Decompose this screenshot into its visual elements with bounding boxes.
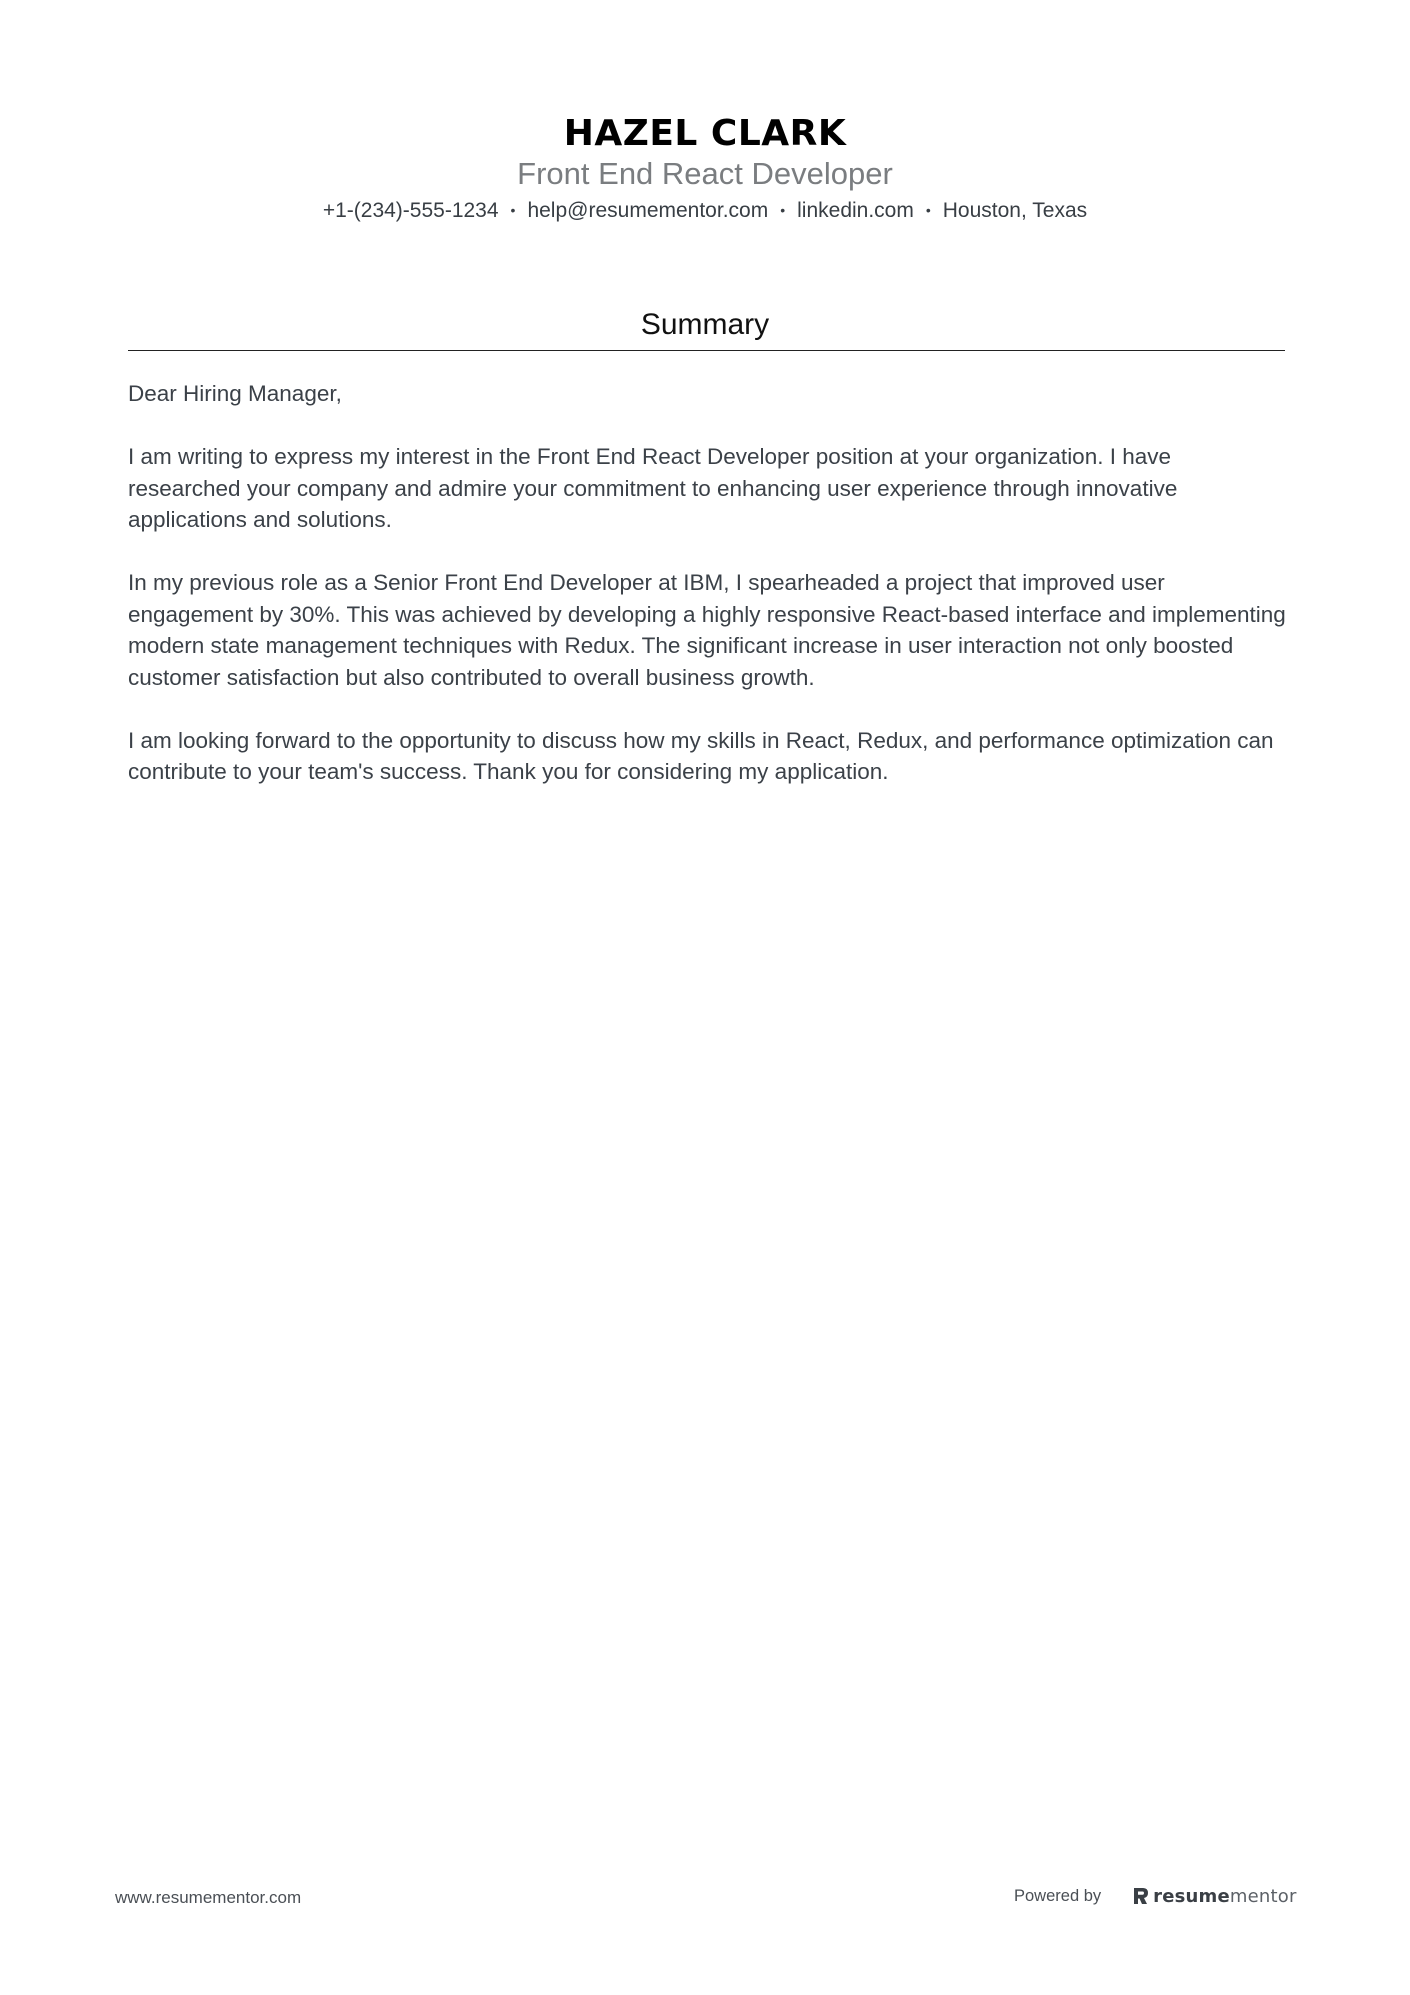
contact-separator: • xyxy=(780,202,786,218)
section-title-summary: Summary xyxy=(640,308,770,341)
contact-phone: +1-(234)-555-1234 xyxy=(322,199,499,222)
letter-paragraph: I am writing to express my interest in the Front End React Developer position at your organization. I have researched your company and admire your commitment to enhancing user experience through innovative applications and solutions. xyxy=(128,444,1178,532)
logo-wordmark-bold: resume xyxy=(1153,1885,1230,1907)
contact-email[interactable]: help@resumementor.com xyxy=(527,199,769,222)
candidate-name: HAZEL CLARK xyxy=(563,113,847,154)
letter-paragraph: I am looking forward to the opportunity to discuss how my skills in React, Redux, and performance optimization can contribute to your team's success. Thank you for considering my application. xyxy=(128,727,1274,784)
logo-wordmark-light: mentor xyxy=(1229,1885,1297,1907)
logo-wordmark xyxy=(1153,1886,1296,1907)
contact-separator: • xyxy=(510,202,516,218)
footer-branding xyxy=(1014,1884,1297,1908)
letter-body xyxy=(128,378,1288,819)
letter-paragraph: In my previous role as a Senior Front End Developer at IBM, I spearheaded a project that improved user engagement by 30%. This was achieved by developing a highly responsive React-based interface and implementing modern state management techniques with Redux. The significant increase in user interaction not only boosted customer satisfaction but also contributed to overall business growth. xyxy=(128,570,1286,690)
contact-linkedin[interactable]: linkedin.com xyxy=(797,199,914,222)
salutation: Dear Hiring Manager, xyxy=(128,381,342,406)
resumementor-logo-icon xyxy=(1131,1886,1149,1906)
resumementor-logo[interactable] xyxy=(1131,1886,1296,1907)
contact-location: Houston, Texas xyxy=(942,199,1088,222)
job-title: Front End React Developer xyxy=(517,156,893,191)
section-divider xyxy=(128,350,1285,351)
contact-line xyxy=(0,196,1410,225)
powered-by-label: Powered by xyxy=(1014,1886,1102,1905)
footer-website[interactable]: www.resumementor.com xyxy=(115,1888,302,1907)
contact-separator: • xyxy=(925,202,931,218)
letter-header xyxy=(0,112,1410,225)
